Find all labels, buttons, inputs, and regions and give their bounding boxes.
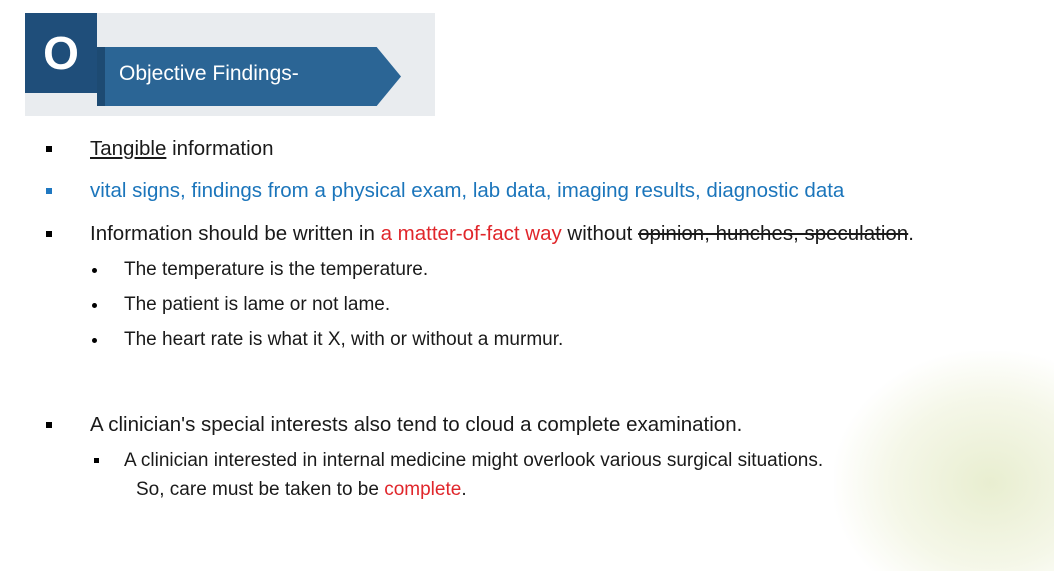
sub-bullet-dot	[92, 268, 97, 273]
bullet-square	[46, 146, 52, 152]
complete-pre: So, care must be taken to be	[136, 479, 385, 500]
complete-highlight: complete	[384, 479, 462, 500]
bullet-square	[46, 231, 52, 237]
section-letter-box	[25, 13, 97, 93]
sub-item-temperature: The temperature is the temperature.	[124, 259, 429, 280]
info-mid: without	[561, 222, 639, 245]
sub-item-lame: The patient is lame or not lame.	[124, 294, 391, 315]
bullet-information	[90, 222, 914, 246]
banner-shade	[97, 47, 105, 106]
tangible-word: Tangible	[90, 137, 167, 160]
slide-title: Objective Findings-	[119, 62, 299, 85]
info-pre: Information should be written in	[90, 222, 381, 245]
bullet-clinician: A clinician's special interests also tend to cloud a complete examination.	[90, 413, 743, 436]
sub-item-complete	[136, 479, 467, 501]
sub-bullet-square	[94, 458, 99, 463]
sub-item-heart-rate: The heart rate is what it X, with or without a murmur.	[124, 329, 564, 350]
info-end: .	[908, 222, 914, 245]
section-letter: O	[43, 27, 79, 79]
bullet-square-blue	[46, 188, 52, 194]
bullet-vital-signs: vital signs, findings from a physical exam, lab data, imaging results, diagnostic data	[90, 179, 845, 202]
tangible-rest: information	[166, 137, 274, 160]
info-highlight: a matter-of-fact way	[380, 222, 562, 245]
sub-bullet-dot	[92, 303, 97, 308]
sub-bullet-dot	[92, 338, 97, 343]
info-struck: opinion, hunches, speculation	[638, 222, 909, 245]
complete-end: .	[461, 479, 467, 500]
watercolor-decoration	[834, 351, 1054, 571]
bullet-square	[46, 422, 52, 428]
bullet-tangible	[90, 137, 273, 161]
sub-item-internal-medicine: A clinician interested in internal medicine might overlook various surgical situations.	[124, 450, 824, 471]
